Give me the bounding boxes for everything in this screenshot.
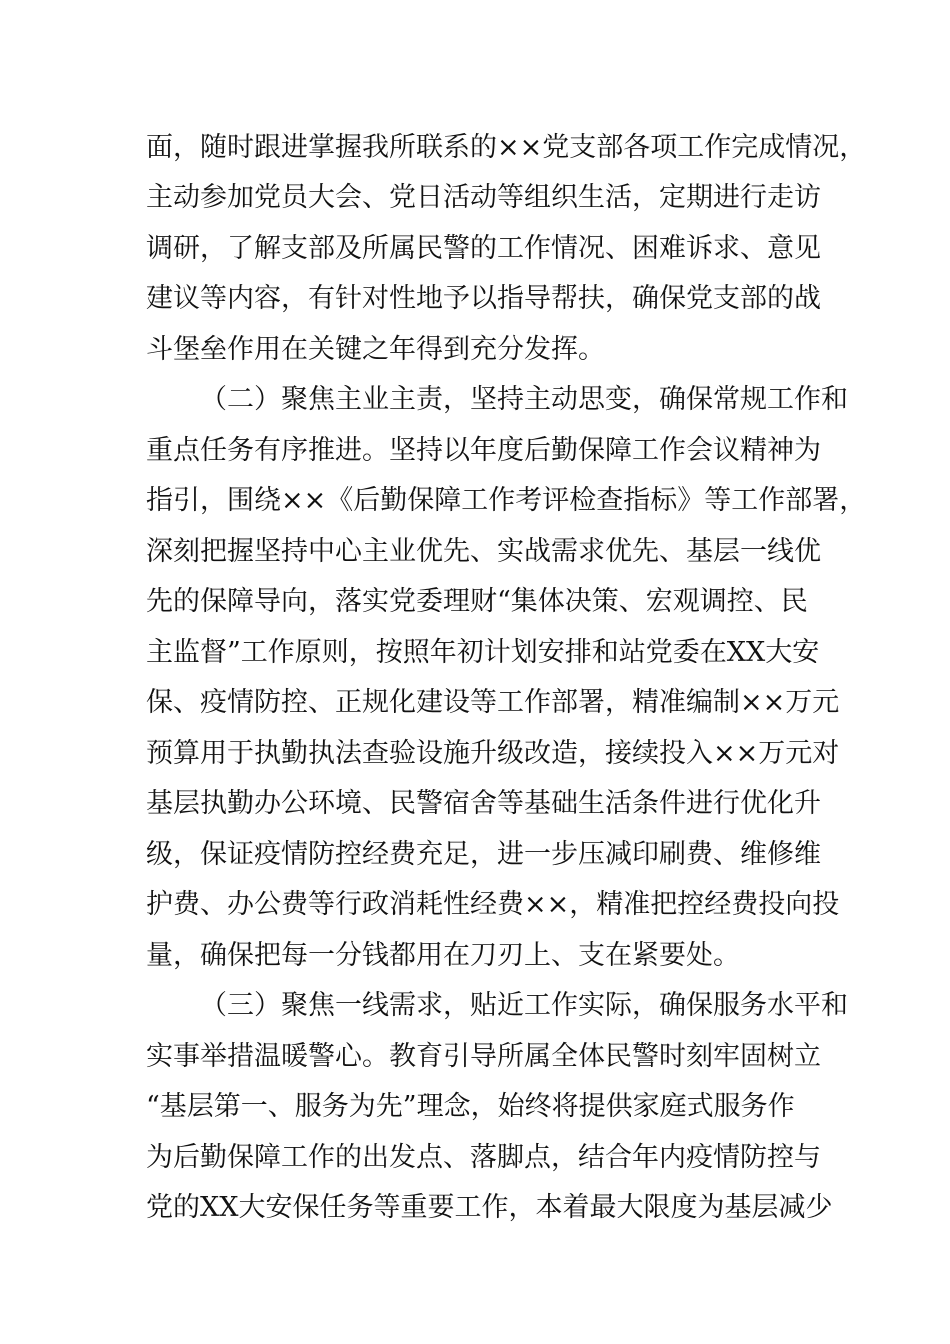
- paragraph-line: 深刻把握坚持中心主业优先、实战需求优先、基层一线优: [146, 536, 821, 567]
- paragraph-line: 面，随时跟进掌握我所联系的××党支部各项工作完成情况，: [146, 132, 867, 163]
- paragraph-line: 护费、办公费等行政消耗性经费××，精准把控经费投向投: [146, 889, 840, 920]
- paragraph-line: 建议等内容，有针对性地予以指导帮扶，确保党支部的战: [146, 283, 821, 314]
- paragraph-line: 为后勤保障工作的出发点、落脚点，结合年内疫情防控与: [146, 1142, 821, 1173]
- paragraph-line: 预算用于执勤执法查验设施升级改造，接续投入××万元对: [146, 738, 840, 769]
- paragraph-line: 基层执勤办公环境、民警宿舍等基础生活条件进行优化升: [146, 788, 821, 819]
- paragraph-line: “基层第一、服务为先”理念，始终将提供家庭式服务作: [146, 1091, 795, 1122]
- paragraph-line: 级，保证疫情防控经费充足，进一步压减印刷费、维修维: [146, 839, 821, 870]
- paragraph-line: 重点任务有序推进。坚持以年度后勤保障工作会议精神为: [146, 435, 821, 466]
- paragraph-line: 保、疫情防控、正规化建设等工作部署，精准编制××万元: [146, 687, 840, 718]
- paragraph-line: 量，确保把每一分钱都用在刀刃上、支在紧要处。: [146, 940, 740, 971]
- paragraph-line: （三）聚焦一线需求，贴近工作实际，确保服务水平和: [200, 990, 848, 1021]
- paragraph-line: 党的XX大安保任务等重要工作，本着最大限度为基层减少: [146, 1192, 833, 1223]
- paragraph-line: 主监督”工作原则，按照年初计划安排和站党委在XX大安: [146, 637, 820, 668]
- paragraph-line: 斗堡垒作用在关键之年得到充分发挥。: [146, 334, 605, 365]
- paragraph-line: 实事举措温暖警心。教育引导所属全体民警时刻牢固树立: [146, 1041, 821, 1072]
- paragraph-line: 先的保障导向，落实党委理财“集体决策、宏观调控、民: [146, 586, 808, 617]
- paragraph-line: （二）聚焦主业主责，坚持主动思变，确保常规工作和: [200, 384, 848, 415]
- paragraph-line: 主动参加党员大会、党日活动等组织生活，定期进行走访: [146, 182, 821, 213]
- paragraph-line: 指引，围绕××《后勤保障工作考评检查指标》等工作部署，: [146, 485, 867, 516]
- paragraph-line: 调研，了解支部及所属民警的工作情况、困难诉求、意见: [146, 233, 821, 264]
